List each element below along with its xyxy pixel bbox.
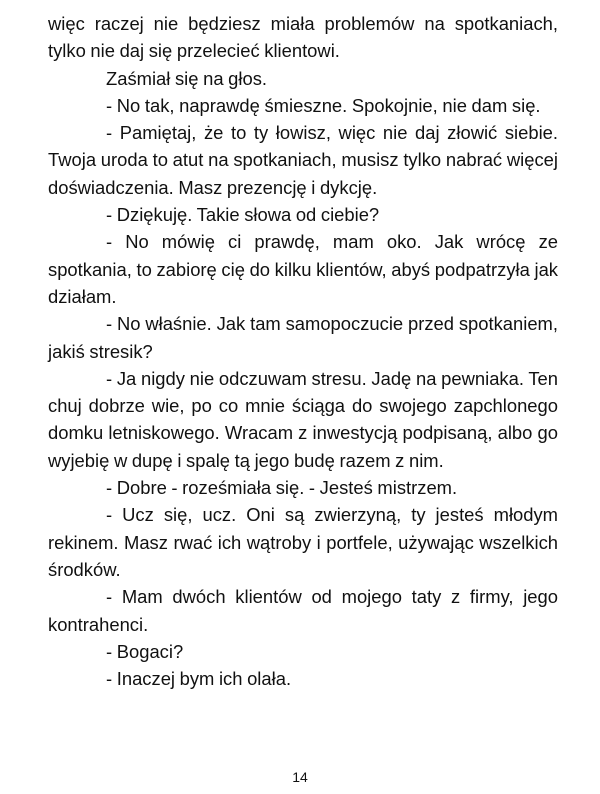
dialogue-paragraph: - Dziękuję. Takie słowa od ciebie? — [106, 204, 380, 226]
dialogue-paragraph: - No mówię ci prawdę, mam oko. Jak wrócę ze spotkania, to zabiorę cię do kilku klientów, abyś podpatrzyła jak działam. — [48, 231, 558, 307]
dialogue-paragraph: - Mam dwóch klientów od mojego taty z firmy, jego kontrahenci. — [48, 586, 558, 635]
paragraph: Zaśmiał się na głos. — [106, 67, 268, 89]
dialogue-paragraph: - Inaczej bym ich olała. — [106, 668, 292, 690]
dialogue-paragraph: - Bogaci? — [106, 640, 184, 662]
dialogue-paragraph: - Pamiętaj, że to ty łowisz, więc nie daj złowić siebie. Twoja uroda to atut na spotkaniach, musisz tylko nabrać więcej doświadczenia. Masz prezencję i dykcję. — [48, 122, 558, 198]
page-number: 14 — [292, 769, 308, 785]
dialogue-paragraph: - No właśnie. Jak tam samopoczucie przed spotkaniem, jakiś stresik? — [48, 313, 558, 362]
dialogue-paragraph: - Ja nigdy nie odczuwam stresu. Jadę na pewniaka. Ten chuj dobrze wie, po co mnie ściąga do swojego zapchlonego domku letniskowego. Wracam z inwestycją podpisaną, albo go wyjebię w dupę i spalę tą jego budę razem z nim. — [48, 367, 558, 471]
page-text — [48, 10, 558, 692]
dialogue-paragraph: - Ucz się, ucz. Oni są zwierzyną, ty jesteś młodym rekinem. Masz rwać ich wątroby i portfele, używając wszelkich środków. — [48, 504, 558, 580]
paragraph-continuation: więc raczej nie będziesz miała problemów na spotkaniach, tylko nie daj się przelecieć klientowi. — [48, 13, 558, 62]
dialogue-paragraph: - No tak, naprawdę śmieszne. Spokojnie, nie dam się. — [106, 94, 541, 116]
dialogue-paragraph: - Dobre - roześmiała się. - Jesteś mistrzem. — [106, 477, 458, 499]
